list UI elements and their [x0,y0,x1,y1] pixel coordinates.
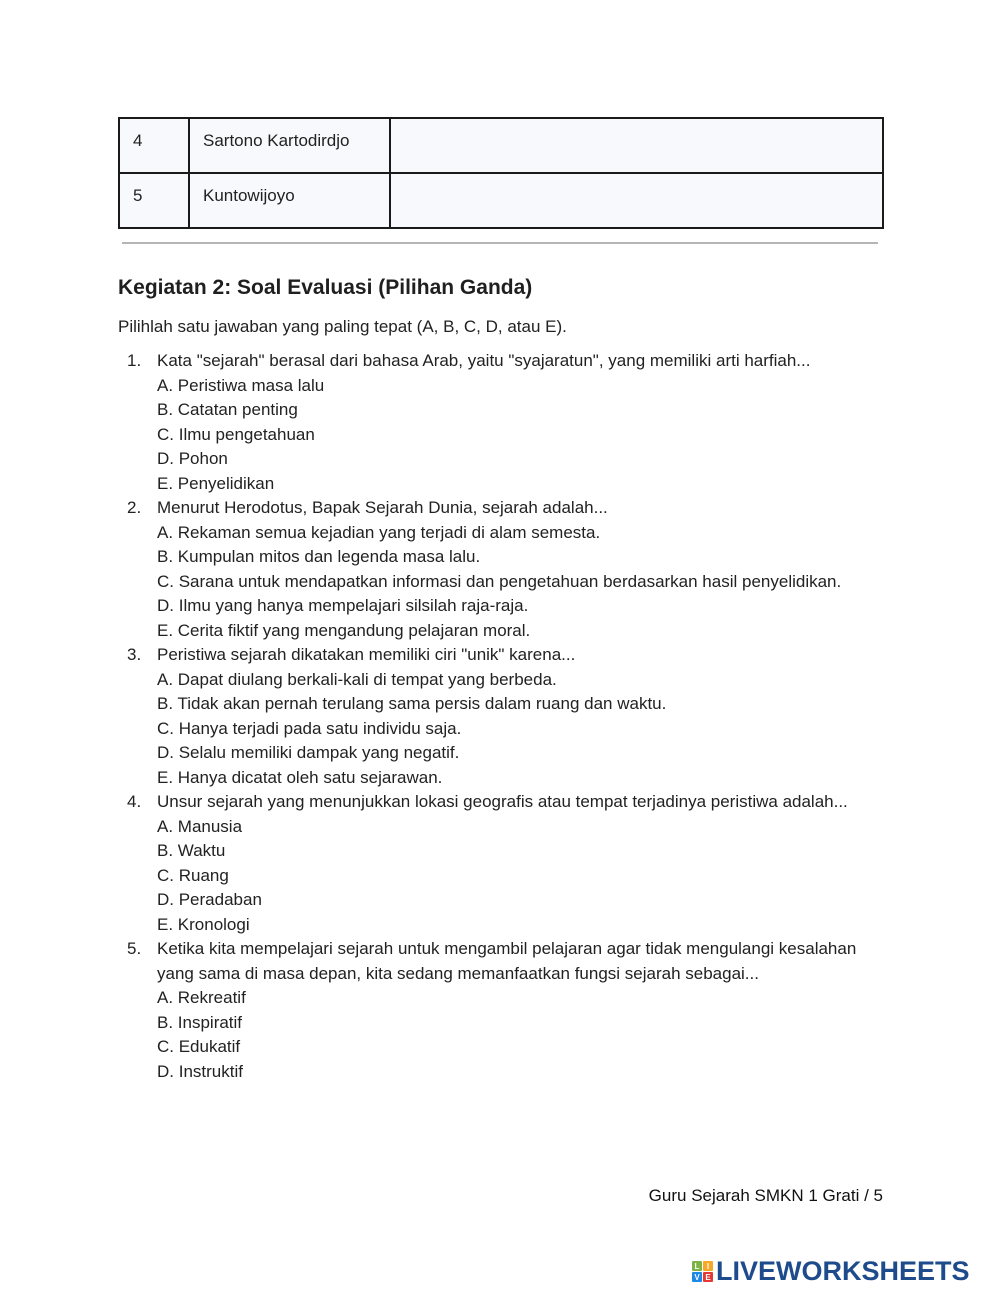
logo-letter-i: I [703,1261,713,1271]
option-d[interactable]: D. Ilmu yang hanya mempelajari silsilah raja-raja. [157,596,529,615]
historian-name: Kuntowijoyo [189,173,390,228]
section-instruction: Pilihlah satu jawaban yang paling tepat (A, B, C, D, atau E). [118,317,567,336]
question-text: Menurut Herodotus, Bapak Sejarah Dunia, sejarah adalah... [157,498,608,517]
page-footer: Guru Sejarah SMKN 1 Grati / 5 [648,1186,883,1205]
option-a[interactable]: A. Peristiwa masa lalu [157,375,325,395]
question-item [118,496,858,643]
option-b[interactable]: B. Tidak akan pernah terulang sama persis dalam ruang dan waktu. [157,694,667,713]
option-a[interactable]: A. Rekaman semua kejadian yang terjadi di alam semesta. [157,522,601,542]
option-d[interactable]: D. Selalu memiliki dampak yang negatif. [157,743,460,762]
question-number: 5. [127,939,142,958]
question-text: Peristiwa sejarah dikatakan memiliki ciri "unik" karena... [157,645,576,664]
option-e[interactable]: E. Cerita fiktif yang mengandung pelajaran moral. [157,620,531,640]
question-number: 4. [127,792,142,811]
logo-text: LIVEWORKSHEETS [716,1256,970,1286]
question-list [118,349,858,1084]
logo-letter-e: E [703,1272,713,1282]
question-text: Unsur sejarah yang menunjukkan lokasi geografis atau tempat terjadinya peristiwa adalah... [157,792,848,811]
section-title: Kegiatan 2: Soal Evaluasi (Pilihan Ganda) [118,276,533,299]
option-a[interactable]: A. Rekreatif [157,988,246,1007]
option-d[interactable]: D. Peradaban [157,890,262,909]
logo-letter-v: V [692,1272,702,1282]
answer-cell[interactable] [390,173,883,228]
option-d[interactable]: D. Pohon [157,449,228,468]
table-row [119,118,883,173]
option-e[interactable]: E. Penyelidikan [157,473,275,493]
logo-letter-l: L [692,1261,702,1271]
answer-cell[interactable] [390,118,883,173]
option-a[interactable]: A. Manusia [157,816,243,836]
question-number: 2. [127,498,142,517]
option-b[interactable]: B. Waktu [157,841,226,860]
horizontal-divider [122,242,878,244]
question-item [118,643,858,790]
question-item [118,790,858,937]
table-row [119,173,883,228]
option-d[interactable]: D. Instruktif [157,1061,243,1081]
option-e[interactable]: E. Hanya dicatat oleh satu sejarawan. [157,767,443,787]
option-c[interactable]: C. Edukatif [157,1037,241,1056]
option-c[interactable]: C. Ilmu pengetahuan [157,424,315,444]
liveworksheets-logo [692,1256,970,1287]
live-grid-icon [692,1261,713,1282]
row-number: 4 [119,118,189,173]
row-number: 5 [119,173,189,228]
option-b[interactable]: B. Kumpulan mitos dan legenda masa lalu. [157,547,481,566]
question-number: 3. [127,645,142,664]
option-c[interactable]: C. Sarana untuk mendapatkan informasi dan pengetahuan berdasarkan hasil penyelidikan. [157,571,842,591]
option-e[interactable]: E. Kronologi [157,914,250,934]
question-item [118,937,858,1084]
option-b[interactable]: B. Inspiratif [157,1012,243,1032]
option-b[interactable]: B. Catatan penting [157,400,298,419]
option-a[interactable]: A. Dapat diulang berkali-kali di tempat yang berbeda. [157,669,557,689]
question-number: 1. [127,351,142,370]
option-c[interactable]: C. Hanya terjadi pada satu individu saja. [157,718,462,738]
historians-table [118,117,884,229]
question-item [118,349,858,496]
option-c[interactable]: C. Ruang [157,865,229,885]
question-text: Ketika kita mempelajari sejarah untuk mengambil pelajaran agar tidak mengulangi kesalahan yang sama di masa depan, kita sedang memanfaatkan fungsi sejarah sebagai... [157,939,857,983]
historian-name: Sartono Kartodirdjo [189,118,390,173]
question-text: Kata "sejarah" berasal dari bahasa Arab, yaitu "syajaratun", yang memiliki arti harfiah... [157,351,811,370]
